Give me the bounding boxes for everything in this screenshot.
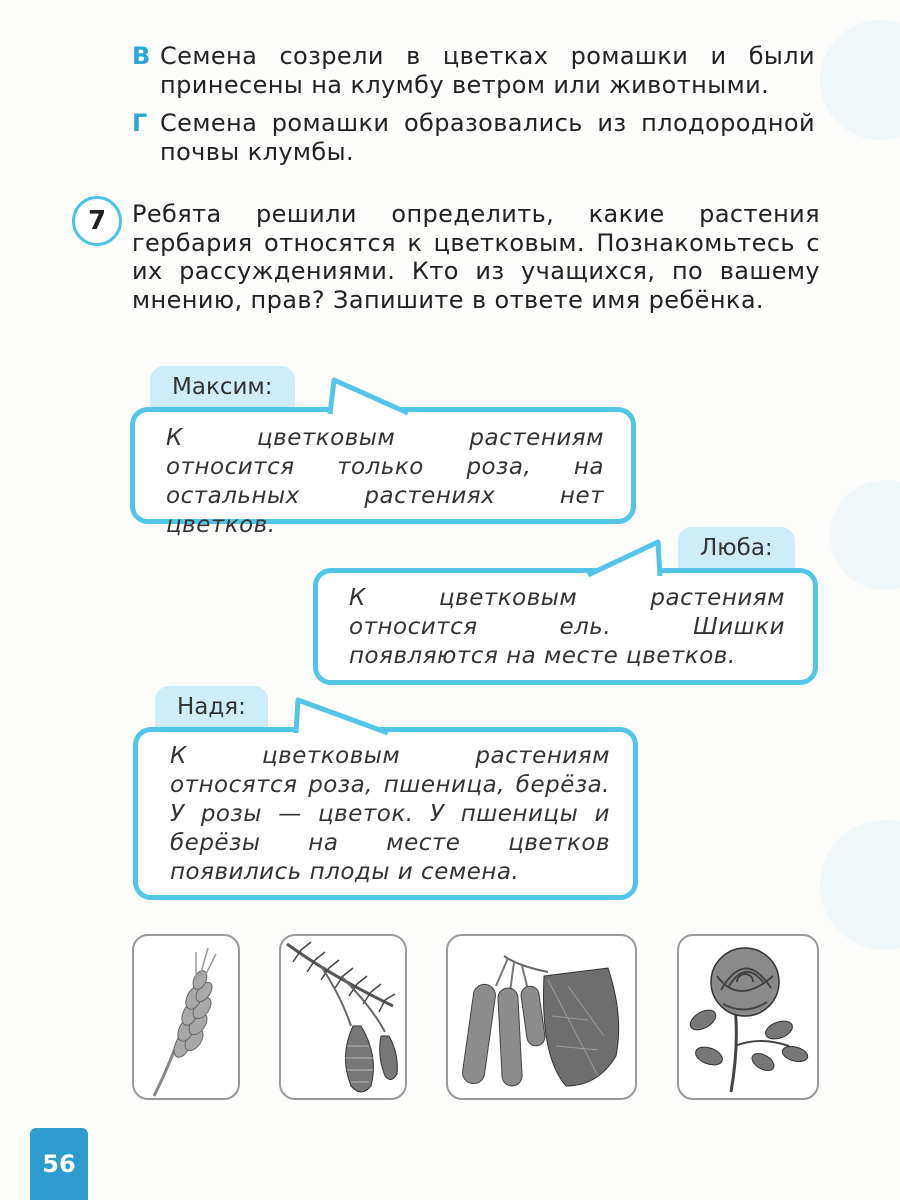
wheat-icon <box>134 936 242 1102</box>
picture-card-rose <box>677 934 819 1100</box>
speech-text: К цветковым растениям относятся роза, пшеница, берёза. У розы — цветок. У пшеницы и берёзы на месте цветков появились плоды и семена. <box>170 743 610 885</box>
option-text: Семена созрели в цветках ромашки и были принесены на клумбу ветром или животными. <box>160 42 815 99</box>
speech-text: К цветковым растениям относится ель. Шишки появляются на месте цветков. <box>349 585 785 669</box>
option-text: Семена ромашки образовались из плодородной почвы клумбы. <box>160 109 815 166</box>
background-decoration <box>820 20 900 140</box>
picture-card-birch <box>446 934 637 1100</box>
picture-card-wheat <box>132 934 240 1100</box>
speaker-name-tag: Надя: <box>155 686 268 728</box>
option-marker: Г <box>132 109 148 137</box>
speaker-name-tag: Люба: <box>678 527 795 569</box>
task-text: Ребята решили определить, какие растения гербария относятся к цветковым. Познакомьтесь с их рассуждениями. Кто из учащихся, по вашему мнению, прав? Запишите в ответе имя ребёнка. <box>132 200 820 314</box>
speech-bubble-tail <box>290 690 420 750</box>
speech-bubble-tail <box>320 372 440 432</box>
speech-text: К цветковым растениям относится только роза, на остальных растениях нет цветков. <box>166 425 604 538</box>
speaker-name-tag: Максим: <box>150 366 295 408</box>
page-number: 56 <box>30 1128 88 1200</box>
background-decoration <box>830 480 900 590</box>
birch-catkins-icon <box>448 936 639 1102</box>
task-number-badge: 7 <box>72 196 122 246</box>
spruce-cone-icon <box>281 936 409 1102</box>
rose-icon <box>679 936 821 1102</box>
picture-card-spruce <box>279 934 407 1100</box>
option-marker: В <box>132 42 151 70</box>
background-decoration <box>820 820 900 950</box>
